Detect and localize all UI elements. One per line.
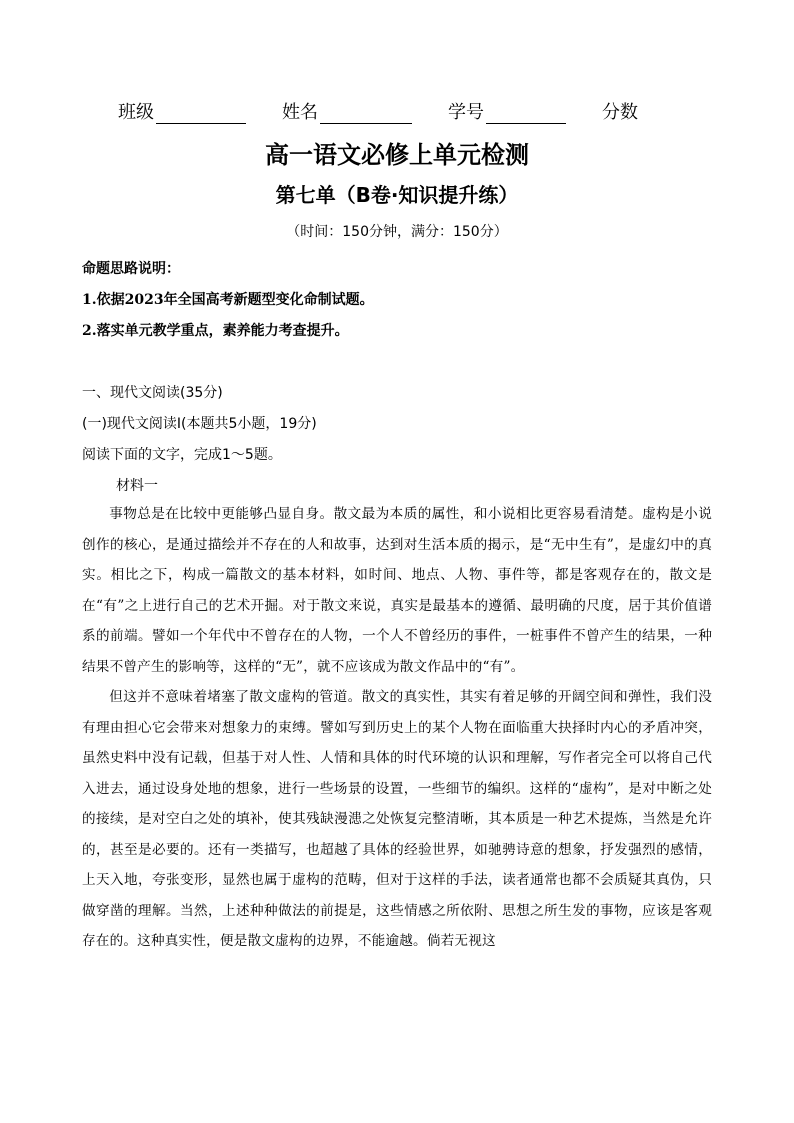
notes-heading: 命题思路说明： bbox=[82, 261, 180, 277]
time-info: （时间：150分钟，满分：150分） bbox=[286, 224, 508, 240]
score-label: 分数 bbox=[602, 102, 638, 123]
score-field bbox=[602, 98, 638, 124]
reading-passage bbox=[82, 499, 712, 957]
notes-item: 1.依据2023年全国高考新题型变化命制试题。 bbox=[82, 292, 374, 308]
name-blank[interactable] bbox=[320, 105, 412, 124]
class-blank[interactable] bbox=[156, 105, 246, 124]
student-id-label: 学号 bbox=[448, 102, 484, 123]
reading-section bbox=[82, 378, 722, 502]
name-field[interactable] bbox=[282, 98, 412, 124]
passage-paragraph: 但这并不意味着堵塞了散文虚构的管道。散文的真实性，其实有着足够的开阔空间和弹性，我们没有理由担心它会带来对想象力的束缚。譬如写到历史上的某个人物在面临重大抉择时内心的矛盾冲突，虽然史料中没有记载，但基于对人性、人情和具体的时代环境的认识和理解，写作者完全可以将自己代入进去，通过设身处地的想象，进行一些场景的设置，一些细节的编织。这样的“虚构”，是对中断之处的接续，是对空白之处的填补，使其残缺漫漶之处恢复完整清晰，其本质是一种艺术提炼，当然是允许的，甚至是必要的。还有一类描写，也超越了具体的经验世界，如驰骋诗意的想象，抒发强烈的感情，上天入地，夸张变形，显然也属于虚构的范畴，但对于这样的手法，读者通常也都不会质疑其真伪，只做穿凿的理解。当然，上述种种做法的前提是，这些情感之所依附、思想之所生发的事物，应该是客观存在的。这种真实性，便是散文虚构的边界，不能逾越。倘若无视这 bbox=[82, 689, 712, 949]
class-label: 班级 bbox=[118, 102, 154, 123]
exam-subtitle: 第七单（B卷·知识提升练） bbox=[275, 183, 519, 207]
name-label: 姓名 bbox=[282, 102, 318, 123]
class-field[interactable] bbox=[118, 98, 246, 124]
student-id-field[interactable] bbox=[448, 98, 566, 124]
design-notes bbox=[82, 254, 374, 347]
material-label: 材料一 bbox=[116, 478, 158, 494]
student-info-fields bbox=[118, 98, 678, 124]
section-heading: 一、现代文阅读(35分) bbox=[82, 385, 223, 401]
student-id-blank[interactable] bbox=[486, 105, 566, 124]
instruction-text: 阅读下面的文字，完成1～5题。 bbox=[82, 447, 282, 463]
passage-paragraph: 事物总是在比较中更能够凸显自身。散文最为本质的属性，和小说相比更容易看清楚。虚构是小说创作的核心，是通过描绘并不存在的人和故事，达到对生活本质的揭示，是“无中生有”，是虚幻中的真实。相比之下，构成一篇散文的基本材料，如时间、地点、人物、事件等，都是客观存在的，散文是在“有”之上进行自己的艺术开掘。对于散文来说，真实是最基本的遵循、最明确的尺度，居于其价值谱系的前端。譬如一个年代中不曾存在的人物，一个人不曾经历的事件，一桩事件不曾产生的结果，一种结果不曾产生的影响等，这样的“无”，就不应该成为散文作品中的“有”。 bbox=[82, 506, 712, 675]
notes-item: 2.落实单元教学重点，素养能力考查提升。 bbox=[82, 323, 349, 339]
subsection-heading: (一)现代文阅读Ⅰ(本题共5小题，19分) bbox=[82, 416, 317, 432]
exam-title: 高一语文必修上单元检测 bbox=[265, 141, 529, 169]
